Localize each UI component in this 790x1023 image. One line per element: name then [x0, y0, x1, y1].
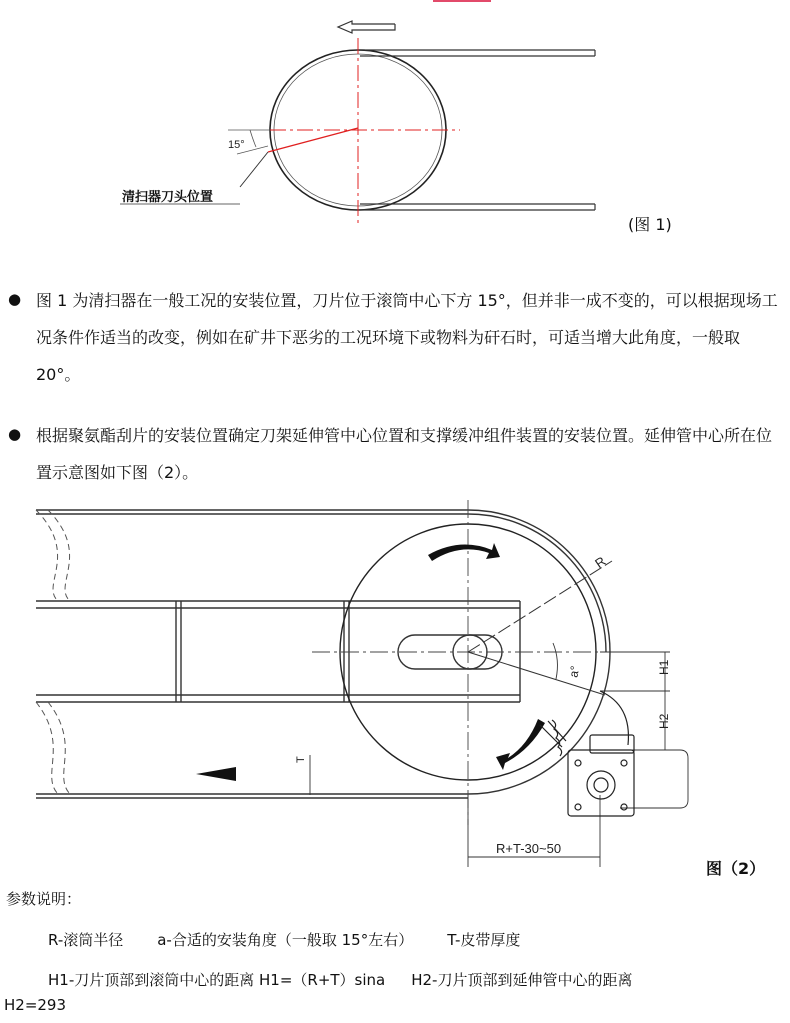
- rotation-arrow-bottom: [496, 719, 545, 770]
- params-title: 参数说明：: [6, 890, 82, 908]
- dimension-label: R+T-30~50: [496, 841, 562, 856]
- angle-line: [468, 652, 605, 695]
- params-line-1: [48, 929, 520, 950]
- angle-label: 15°: [228, 139, 245, 151]
- params-line-2: [48, 969, 632, 990]
- label-H2: H2: [657, 713, 671, 729]
- paragraph-2: 根据聚氨酯刮片的安装位置确定刀架延伸管中心位置和支撑缓冲组件装置的安装位置。延伸管中心所在位置示意图如下图（2）。: [36, 426, 773, 482]
- direction-arrow: [338, 21, 395, 33]
- scraper-assembly: [540, 691, 634, 816]
- param-a: a-合适的安装角度（一般取 15°左右）: [157, 931, 414, 949]
- param-h2: H2-刀片顶部到延伸管中心的距离: [411, 971, 633, 989]
- belt-lines: [360, 50, 595, 210]
- label-R: R: [592, 553, 609, 572]
- blade-angle-line: [268, 128, 358, 152]
- rotation-arrow-top: [428, 543, 500, 561]
- figure-2-caption: 图（2）: [706, 859, 766, 878]
- param-h2-value: H2=293: [4, 996, 67, 1014]
- param-t: T-皮带厚度: [447, 931, 521, 949]
- label-T: T: [295, 756, 307, 763]
- param-h1: H1-刀片顶部到滚筒中心的距离 H1=（R+T）sina: [48, 971, 386, 989]
- label-H1: H1: [657, 659, 671, 675]
- figure-2-diagram: [0, 495, 790, 885]
- param-r: R-滚筒半径: [48, 931, 124, 949]
- paragraph-1: 图 1 为清扫器在一般工况的安装位置，刀片位于滚筒中心下方 15°，但并非一成不变的，可以根据现场工况条件作适当的改变，例如在矿井下恶劣的工况环境下或物料为矸石时，可适当增大此角度，一般取 20°。: [36, 291, 778, 384]
- label-a: a°: [566, 664, 583, 679]
- radius-line: [468, 561, 612, 652]
- center-lines: [270, 38, 460, 225]
- belt-direction-arrow: [196, 767, 236, 781]
- label-leader: [240, 152, 268, 187]
- bullet-dot-2: ●: [8, 425, 22, 443]
- figure-1-caption: (图 1): [628, 215, 672, 234]
- bullet-dot-1: ●: [8, 290, 22, 308]
- blade-position-label: 清扫器刀头位置: [122, 190, 214, 205]
